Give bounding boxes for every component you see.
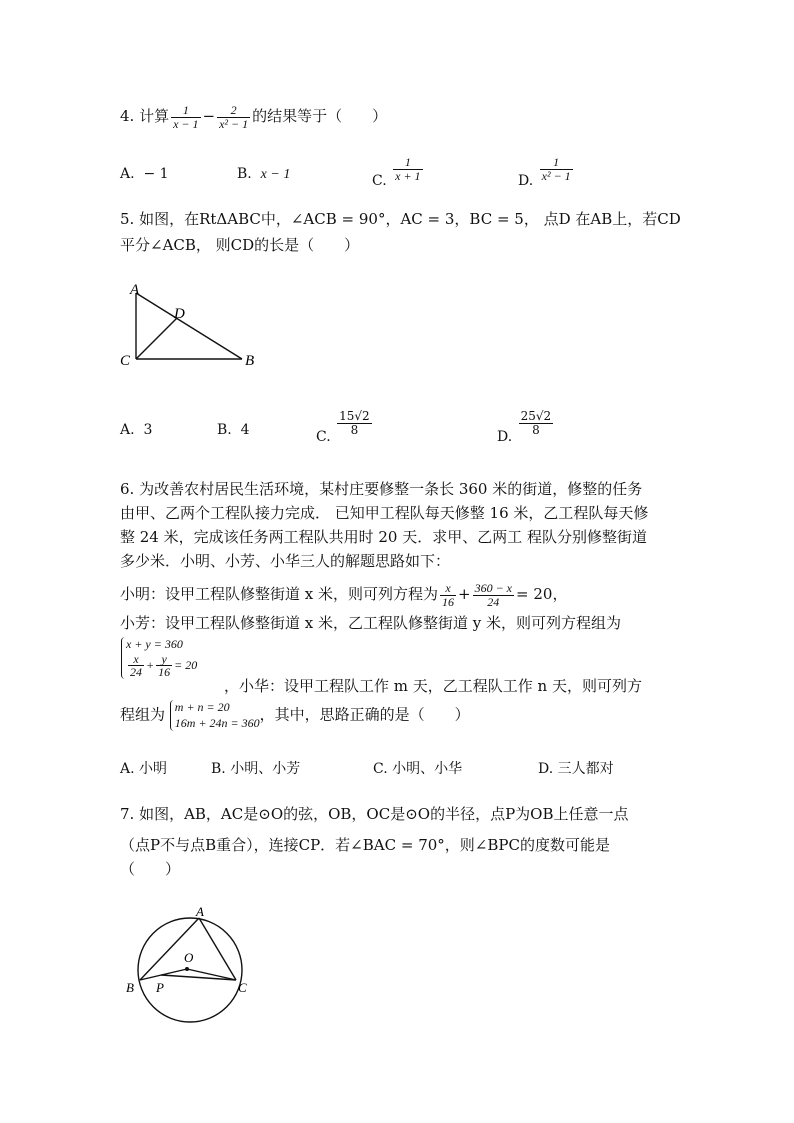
question-6-line-1: 6. 为改善农村居民生活环境，某村庄要修整一条长 360 米的街道，修整的任务 <box>120 480 643 498</box>
question-6-line-2: 由甲、乙两个工程队接力完成． 已知甲工程队每天修整 16 米，乙工程队每天修 <box>120 504 649 522</box>
q4-option-a: A. − 1 <box>120 166 169 182</box>
question-6-line-3: 整 24 米，完成该任务两工程队共用时 20 天．求甲、乙两工 程队分别修整街道 <box>120 528 648 546</box>
q4-option-c: C. $\frac{1}{x + 1}$ <box>372 155 421 190</box>
question-7-line-1: 7. 如图，AB，AC是⊙O的弦，OB，OC是⊙O的半径，点P为OB上任意一点 <box>120 805 629 823</box>
q6-xiaoming-solution: 小明：设甲工程队修整街道 x 米，则可列方程为 $\frac{x}{16}$ + $\frac{360 - x}{24}$ = 20， <box>120 581 568 609</box>
question-4-stem <box>120 104 387 130</box>
q4-option-b: B. x − 1 <box>237 166 291 182</box>
question-7-line-3: （ ） <box>120 860 181 878</box>
q5-option-a: A. 3 <box>120 422 153 438</box>
q6-hua-equation-line: 程组为 m + n = 20 16m + 24n = 360 ，其中，思路正确的是（ ） <box>120 700 470 730</box>
q4-prefix: 4. 计算 <box>120 107 170 126</box>
q5-triangle-figure <box>115 280 275 380</box>
q4-option-d: D. $\frac{1}{\text{x² − 1}}$ <box>518 155 571 190</box>
q5-option-c: C. $\frac{15√2}{8}$ <box>316 409 370 446</box>
question-7-line-2: （点P不与点B重合），连接CP．若∠BAC = 70°，则∠BPC的度数可能是 <box>120 836 610 854</box>
q6-option-a: A. 小明 <box>120 761 168 777</box>
q6-fang-equation-system: x + y = 360 $\frac{x}{24}$ + $\frac{y}{16}$ = 20 <box>121 637 197 679</box>
question-5-line-2: 平分∠ACB， 则CD的长是（ ） <box>120 236 360 254</box>
q5-label-a: A <box>130 282 140 298</box>
q6-option-b: B. 小明、小芳 <box>211 761 301 777</box>
q7-label-p: P <box>156 980 164 995</box>
question-5-line-1: 5. 如图，在RtΔABC中，∠ACB = 90°，AC = 3，BC = 5， 点D 在AB上，若CD <box>120 210 681 228</box>
q4-suffix: 的结果等于（ ） <box>252 107 388 126</box>
q5-option-d: D. $\frac{25√2}{8}$ <box>497 409 552 446</box>
q6-xiaohua-solution: ，小华：设甲工程队工作 m 天，乙工程队工作 n 天，则可列方 <box>224 677 642 695</box>
q7-label-a: A <box>196 904 204 919</box>
q5-label-b: B <box>245 353 255 369</box>
q6-option-d: D. 三人都对 <box>538 761 614 777</box>
q6-xiaofang-solution: 小芳：设甲工程队修整街道 x 米，乙工程队修整街道 y 米，则可列方程组为 <box>120 614 622 632</box>
q4-fraction-2: $\frac{2}{\text{x² − 1}}$ <box>219 103 249 131</box>
q5-option-b: B. 4 <box>217 422 250 438</box>
q7-label-b: B <box>126 980 134 995</box>
q7-label-c: C <box>238 980 247 995</box>
q7-circle-figure <box>120 900 270 1030</box>
q7-label-o: O <box>184 950 194 965</box>
q6-option-c: C. 小明、小华 <box>373 761 463 777</box>
question-6-line-4: 多少米．小明、小芳、小华三人的解题思路如下： <box>120 552 451 570</box>
q5-label-d: D <box>174 306 185 322</box>
q5-label-c: C <box>120 353 131 369</box>
q4-minus-sign: − <box>202 107 216 126</box>
q4-fraction-1: $\frac{1}{x - 1}$ <box>173 103 199 131</box>
